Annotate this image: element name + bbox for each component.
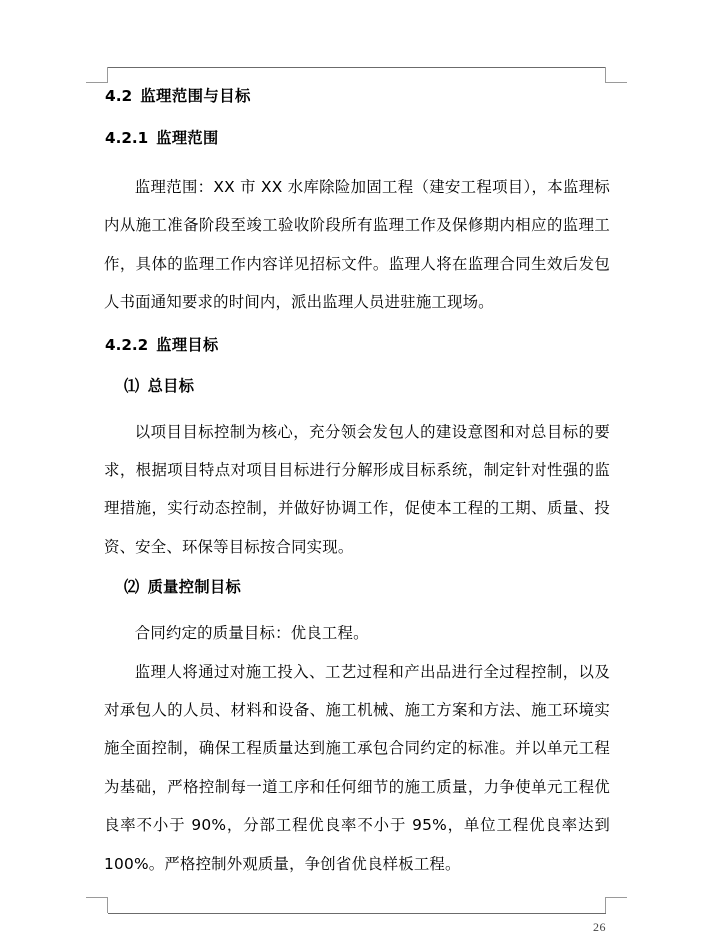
heading-4-2-2-title: 监理目标 (156, 335, 219, 354)
heading-item-2-number: ⑵ (124, 578, 140, 597)
header-rule (108, 67, 606, 68)
heading-4-2-title: 监理范围与目标 (140, 87, 251, 105)
spacer (104, 322, 610, 334)
paragraph-monitoring-scope: 监理范围：XX 市 XX 水库除险加固工程（建安工程项目），本监理标内从施工准备阶段至竣工验收阶段所有监理工作及保修期内相应的监理工作，具体的监理工作内容详见招标文件。监理人将在监理合同生效后发包人书面通知要求的时间内，派出监理人员进驻施工现场。 (104, 178, 610, 312)
heading-item-quality-control-objective (104, 576, 610, 597)
page-number: 26 (593, 920, 606, 934)
heading-4-2 (104, 84, 610, 106)
footer-rule (108, 913, 606, 914)
page-corner-mark-bottom-left (86, 897, 108, 913)
page-corner-mark-top-left (86, 67, 108, 83)
heading-4-2-1-title: 监理范围 (156, 129, 219, 147)
heading-4-2-1-number: 4.2.1 (105, 129, 149, 147)
paragraph-quality-target: 合同约定的质量目标：优良工程。 (134, 624, 369, 643)
heading-item-1-number: ⑴ (124, 376, 140, 395)
page-corner-mark-top-right (605, 67, 627, 83)
page-corner-mark-bottom-right (605, 897, 627, 913)
paragraph-quality-control-measures: 监理人将通过对施工投入、工艺过程和产出品进行全过程控制，以及对承包人的人员、材料和设备、施工机械、施工方案和方法、施工环境实施全面控制，确保工程质量达到施工承包合同约定的标准。并以单元工程为基础，严格控制每一道工序和任何细节的施工质量，力争使单元工程优良率不小于 90%，分部工程优良率不小于 95%，单位工程优良率达到 100%。严格控制外观质量，争创省优良样板工程。 (104, 662, 610, 873)
page-content (104, 84, 610, 883)
paragraph-general-objective: 以项目目标控制为核心，充分领会发包人的建设意图和对总目标的要求，根据项目特点对项目目标进行分解形成目标系统，制定针对性强的监理措施，实行动态控制，并做好协调工作，促使本工程的工期、质量、投资、安全、环保等目标按合同实现。 (104, 422, 610, 556)
heading-4-2-number: 4.2 (105, 87, 133, 105)
heading-4-2-1 (104, 127, 610, 148)
heading-4-2-2-number: 4.2.2 (105, 335, 149, 354)
spacer (104, 566, 610, 576)
heading-item-1-title: 总目标 (147, 376, 195, 395)
heading-4-2-2 (104, 334, 610, 355)
heading-item-general-objective (104, 375, 610, 396)
heading-item-2-title: 质量控制目标 (147, 578, 242, 597)
